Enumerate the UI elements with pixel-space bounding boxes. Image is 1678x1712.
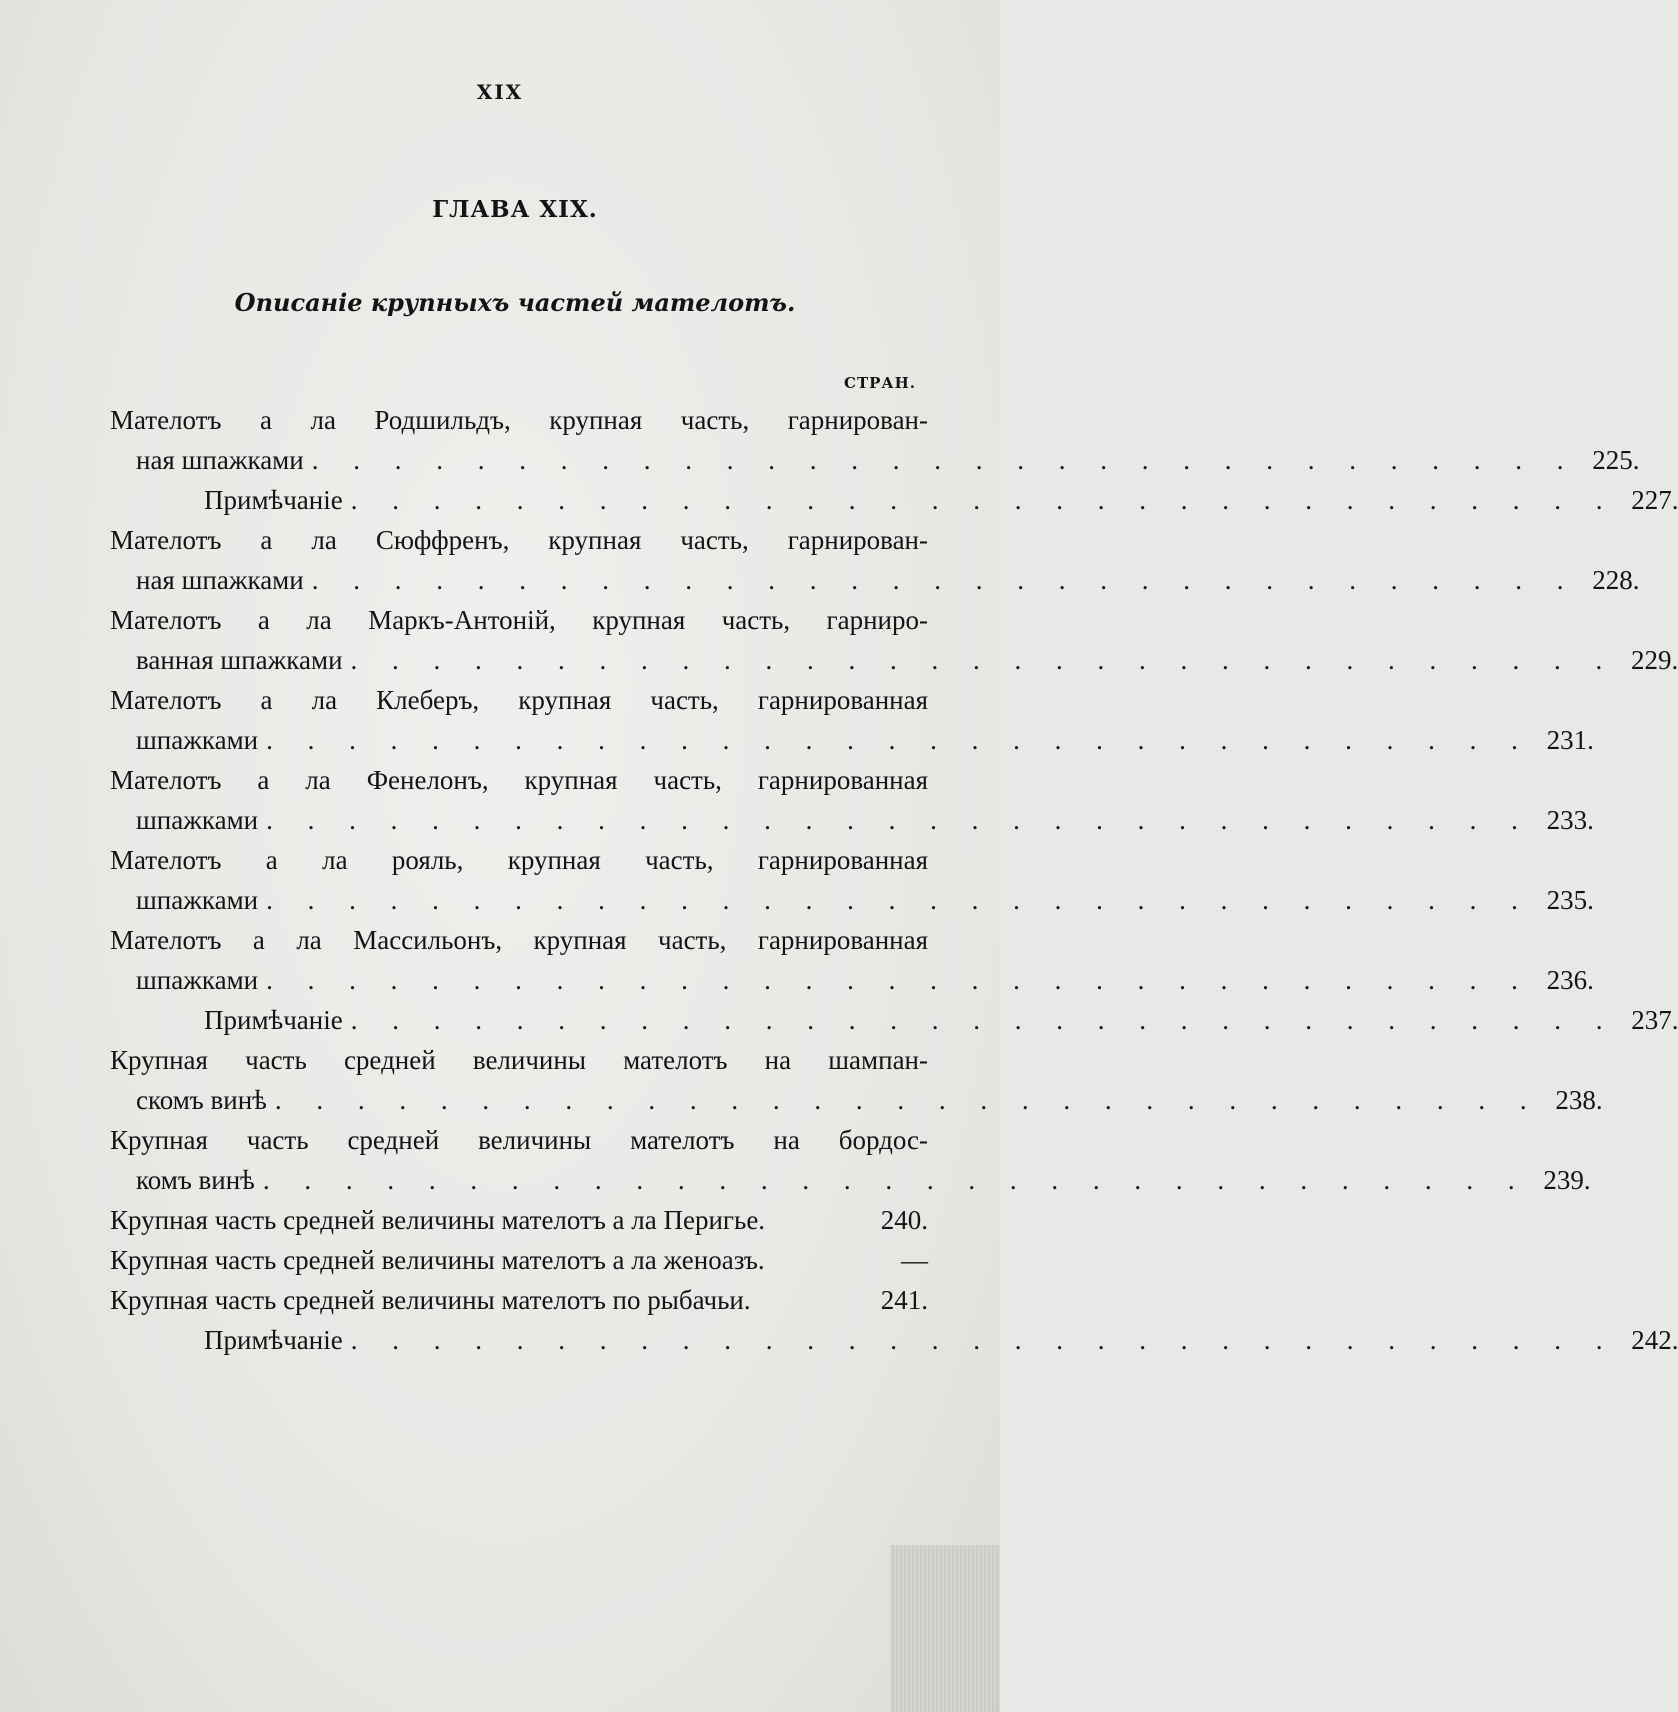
toc-entry xyxy=(110,680,1594,760)
toc-entry-text: Примѣчаніе xyxy=(204,1325,343,1355)
running-head: XIX xyxy=(476,80,524,104)
page-number: 236. xyxy=(1546,965,1594,995)
toc-entry xyxy=(110,1000,1678,1040)
toc-entry-text: шпажками xyxy=(136,885,259,915)
toc-entry-line xyxy=(110,1240,928,1280)
toc-entry-line xyxy=(110,1080,1603,1120)
toc-entry-line xyxy=(110,480,1678,520)
dot-leader: . . . . . . . . . . . . . . . . . . . . . . . . . . . . . . . xyxy=(350,1005,1617,1035)
toc-entry-text: Примѣчаніе xyxy=(204,485,343,515)
toc-entry xyxy=(110,1040,1603,1120)
page-number: 225. xyxy=(1592,445,1640,475)
dot-leader: . . . . . . . . . . . . . . . . . . . . . . . . . . . . . . . xyxy=(274,1085,1541,1115)
dot-leader: . . . . . . . . . . . . . . . . . . . . . . . . . . . . . . . xyxy=(266,725,1532,755)
page-number: 227. xyxy=(1631,485,1678,515)
toc-entry-line xyxy=(110,1000,1678,1040)
toc-entry-line xyxy=(110,1280,928,1320)
page-number: 233. xyxy=(1546,805,1594,835)
toc-entry-text: ванная шпажками xyxy=(136,645,343,675)
toc-entry-text: скомъ винѣ xyxy=(136,1085,267,1115)
toc-entry-text: Мателотъ а ла рояль, крупная часть, гарнированная xyxy=(110,845,928,875)
chapter-subtitle: Описаніе крупныхъ частей мателотъ. xyxy=(234,288,796,317)
toc-entry-text: шпажками xyxy=(136,805,259,835)
page-number: 241. xyxy=(880,1285,928,1315)
toc-entry-line xyxy=(110,720,1594,760)
toc-entry xyxy=(110,1240,928,1280)
toc-entry-text: Примѣчаніе xyxy=(204,1005,343,1035)
toc-entry-text: Мателотъ а ла Клеберъ, крупная часть, гарнированная xyxy=(110,685,928,715)
toc-entry-text: шпажками xyxy=(136,965,259,995)
toc-entry-line xyxy=(110,1200,928,1240)
dot-leader: . . . . . . . . . . . . . . . . . . . . . . . . . . . . . . . xyxy=(266,805,1532,835)
toc-entry-line xyxy=(110,880,1594,920)
dot-leader: . . . . . . . . . . . . . . . . . . . . . . . . . . . . . . . xyxy=(350,485,1617,515)
toc-entry-text: ная шпажками xyxy=(136,445,304,475)
page-number: — xyxy=(901,1245,928,1275)
page-edge-shadow xyxy=(890,1545,1000,1712)
toc-entry-text: Мателотъ а ла Родшильдъ, крупная часть, гарнирован- xyxy=(110,405,928,435)
toc-entry xyxy=(110,1280,928,1320)
page-number: 239. xyxy=(1543,1165,1591,1195)
toc-entry-text: Крупная часть средней величины мателотъ на шампан- xyxy=(110,1045,928,1075)
toc-entry-line xyxy=(110,960,1594,1000)
toc-entry xyxy=(110,400,1640,480)
toc-entry-line xyxy=(110,560,1640,600)
page-number: 231. xyxy=(1546,725,1594,755)
page-number: 242. xyxy=(1631,1325,1678,1355)
page-number: 228. xyxy=(1592,565,1640,595)
toc-entry-text: Крупная часть средней величины мателотъ на бордос- xyxy=(110,1125,928,1155)
chapter-title: ГЛАВА XIX. xyxy=(432,196,598,223)
toc-entry-line xyxy=(110,1160,1591,1200)
toc-entry-text: Крупная часть средней величины мателотъ а ла Перигье. xyxy=(110,1205,766,1235)
toc-entry-text: комъ винѣ xyxy=(136,1165,255,1195)
toc-entry-text: шпажками xyxy=(136,725,259,755)
toc-entry-line xyxy=(110,800,1594,840)
toc-entry xyxy=(110,840,1594,920)
toc-entry-text: Мателотъ а ла Массильонъ, крупная часть, гарнированная xyxy=(110,925,928,955)
toc-entry xyxy=(110,600,1678,680)
page-number: 237. xyxy=(1631,1005,1678,1035)
page-number: 240. xyxy=(880,1205,928,1235)
toc-entry-line xyxy=(110,640,1678,680)
dot-leader: . . . . . . . . . . . . . . . . . . . . . . . . . . . . . . . xyxy=(262,1165,1529,1195)
toc-entry xyxy=(110,1120,1591,1200)
dot-leader: . . . . . . . . . . . . . . . . . . . . . . . . . . . . . . . xyxy=(350,1325,1617,1355)
toc-entry xyxy=(110,1200,928,1240)
toc-entry xyxy=(110,520,1640,600)
toc-entry-line xyxy=(110,440,1640,480)
toc-entry xyxy=(110,1320,1678,1360)
toc-entry-text: ная шпажками xyxy=(136,565,304,595)
toc-entry-text: Мателотъ а ла Маркъ-Антоній, крупная часть, гарниро- xyxy=(110,605,928,635)
dot-leader: . . . . . . . . . . . . . . . . . . . . . . . . . . . . . . . xyxy=(350,645,1617,675)
dot-leader: . . . . . . . . . . . . . . . . . . . . . . . . . . . . . . . xyxy=(266,965,1532,995)
toc-entry-text: Крупная часть средней величины мателотъ по рыбачьи. xyxy=(110,1285,751,1315)
toc-entry-text: Мателотъ а ла Сюффренъ, крупная часть, гарнирован- xyxy=(110,525,928,555)
toc-entry-text: Мателотъ а ла Фенелонъ, крупная часть, гарнированная xyxy=(110,765,928,795)
dot-leader: . . . . . . . . . . . . . . . . . . . . . . . . . . . . . . . xyxy=(311,445,1578,475)
page-column-label: СТРАН. xyxy=(844,374,916,392)
dot-leader: . . . . . . . . . . . . . . . . . . . . . . . . . . . . . . . xyxy=(266,885,1532,915)
toc-entry-line xyxy=(110,1320,1678,1360)
page-number: 229. xyxy=(1631,645,1678,675)
toc-entry xyxy=(110,920,1594,1000)
toc-entry xyxy=(110,480,1678,520)
toc-entry xyxy=(110,760,1594,840)
page-number: 238. xyxy=(1555,1085,1603,1115)
page-number: 235. xyxy=(1546,885,1594,915)
toc-entry-text: Крупная часть средней величины мателотъ а ла женоазъ. xyxy=(110,1245,765,1275)
dot-leader: . . . . . . . . . . . . . . . . . . . . . . . . . . . . . . . xyxy=(311,565,1578,595)
